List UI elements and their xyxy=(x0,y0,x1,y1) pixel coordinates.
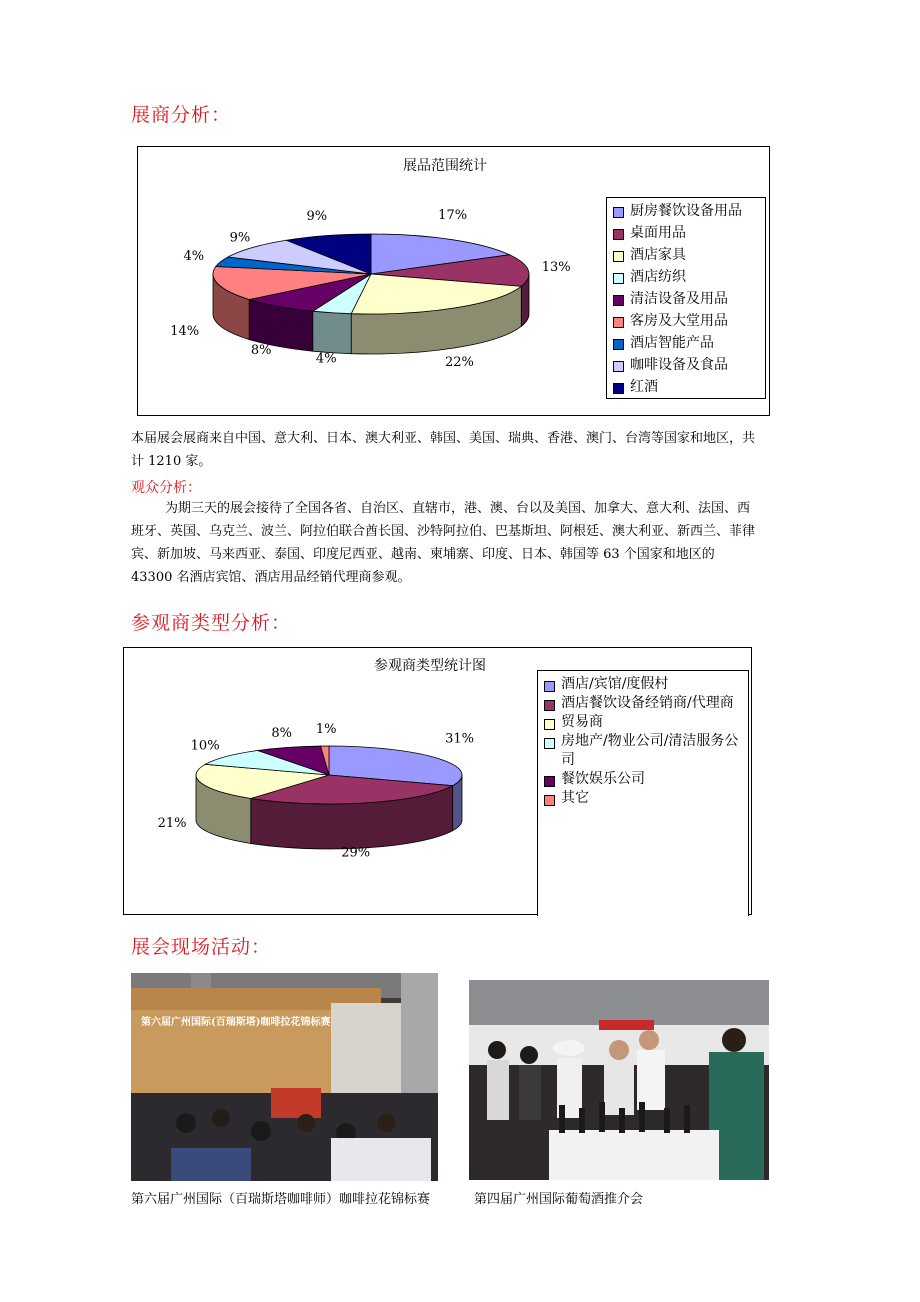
photo-wine-promotion-event xyxy=(469,980,769,1180)
pie-data-label: 4% xyxy=(315,351,337,367)
legend-swatch xyxy=(613,383,624,394)
legend-item xyxy=(607,376,765,398)
legend-item xyxy=(607,354,765,376)
photo-banner-text: 第六届广州国际(百瑞斯塔)咖啡拉花锦标赛 xyxy=(141,1017,331,1028)
legend-item xyxy=(607,288,765,310)
legend-swatch xyxy=(613,361,624,372)
legend-swatch xyxy=(613,229,624,240)
legend-label: 餐饮娱乐公司 xyxy=(561,771,645,787)
legend-item xyxy=(607,332,765,354)
legend-label: 其它 xyxy=(561,790,589,806)
legend-swatch xyxy=(613,295,624,306)
legend-label: 咖啡设备及食品 xyxy=(630,357,728,373)
legend-swatch xyxy=(613,317,624,328)
legend-item xyxy=(538,789,748,808)
pie-data-label: 9% xyxy=(306,208,328,224)
pie-data-label: 31% xyxy=(445,731,474,747)
legend-swatch xyxy=(544,681,555,692)
legend-item xyxy=(607,244,765,266)
photo-illustration xyxy=(469,980,769,1180)
pie-data-label: 17% xyxy=(438,208,468,224)
pie-slice-side xyxy=(313,311,351,353)
legend-label: 酒店智能产品 xyxy=(630,335,714,351)
pie-data-label: 1% xyxy=(315,722,337,738)
legend-label: 酒店纺织 xyxy=(630,269,686,285)
audience-text: 为期三天的展会接待了全国各省、自治区、直辖市，港、澳、台以及美国、加拿大、意大利、法国、西班牙、英国、乌克兰、波兰、阿拉伯联合酋长国、沙特阿拉伯、巴基斯坦、阿根廷、澳大利亚、新西兰、菲律宾、新加坡、马来西亚、泰国、印度尼西亚、越南、柬埔寨、印度、日本、韩国等 63 个国家和地区的 43300 名酒店宾馆、酒店用品经销代理商参观。 xyxy=(131,501,756,585)
section-heading-visitor-types: 参观商类型分析： xyxy=(131,612,292,634)
legend-item xyxy=(538,675,748,694)
audience-paragraph xyxy=(131,497,756,589)
legend-item xyxy=(607,200,765,222)
section-heading-onsite-events: 展会现场活动： xyxy=(131,936,272,958)
photo-illustration xyxy=(131,973,438,1181)
legend-item xyxy=(538,770,748,789)
legend-swatch xyxy=(544,738,555,749)
legend-label: 桌面用品 xyxy=(630,225,686,241)
pie-data-label: 14% xyxy=(170,323,200,339)
section-heading-exhibitors: 展商分析： xyxy=(131,104,232,126)
legend-label: 清洁设备及用品 xyxy=(630,291,728,307)
legend-label: 贸易商 xyxy=(561,714,603,730)
legend-swatch xyxy=(544,700,555,711)
pie-data-label: 21% xyxy=(157,816,187,832)
legend-label: 客房及大堂用品 xyxy=(630,313,728,329)
pie-data-label: 8% xyxy=(250,343,272,359)
legend-swatch xyxy=(544,719,555,730)
pie-data-label: 8% xyxy=(271,725,293,741)
chart-legend xyxy=(606,197,766,399)
legend-label: 房地产/物业公司/清洁服务公司 xyxy=(561,733,739,768)
pie-chart-exhibit-range xyxy=(138,147,571,407)
chart-legend xyxy=(537,670,749,916)
legend-label: 酒店/宾馆/度假村 xyxy=(561,676,669,692)
pie-data-label: 10% xyxy=(190,738,220,754)
pie-data-label: 9% xyxy=(229,230,251,246)
pie-data-label: 22% xyxy=(444,354,474,370)
legend-swatch xyxy=(613,273,624,284)
photo-coffee-latte-art-event xyxy=(131,973,438,1181)
chart-title: 展品范围统计 xyxy=(403,158,487,174)
pie-chart-visitor-types xyxy=(124,648,534,913)
legend-item xyxy=(607,222,765,244)
photo-caption-left: 第六届广州国际（百瑞斯塔咖啡师）咖啡拉花锦标赛 xyxy=(131,1192,431,1207)
legend-item xyxy=(538,732,748,770)
exhibitors-paragraph: 本届展会展商来自中国、意大利、日本、澳大利亚、韩国、美国、瑞典、香港、澳门、台湾等国家和地区，共计 1210 家。 xyxy=(131,431,756,469)
pie-data-label: 4% xyxy=(183,248,205,264)
legend-item xyxy=(538,694,748,713)
pie-data-label: 29% xyxy=(341,845,371,861)
photo-caption-right: 第四届广州国际葡萄酒推介会 xyxy=(474,1192,644,1207)
legend-swatch xyxy=(544,776,555,787)
legend-label: 红酒 xyxy=(630,379,658,395)
chart-title: 参观商类型统计图 xyxy=(374,658,486,674)
chart-visitor-types xyxy=(123,647,752,915)
legend-label: 厨房餐饮设备用品 xyxy=(630,203,742,219)
legend-swatch xyxy=(544,795,555,806)
legend-item xyxy=(538,713,748,732)
legend-swatch xyxy=(613,339,624,350)
legend-item xyxy=(607,266,765,288)
audience-heading: 观众分析： xyxy=(131,480,201,496)
legend-item xyxy=(607,310,765,332)
legend-swatch xyxy=(613,251,624,262)
legend-swatch xyxy=(613,207,624,218)
pie-data-label: 13% xyxy=(541,260,571,276)
legend-label: 酒店家具 xyxy=(630,247,686,263)
legend-label: 酒店餐饮设备经销商/代理商 xyxy=(561,695,734,711)
chart-exhibit-range xyxy=(137,146,770,416)
